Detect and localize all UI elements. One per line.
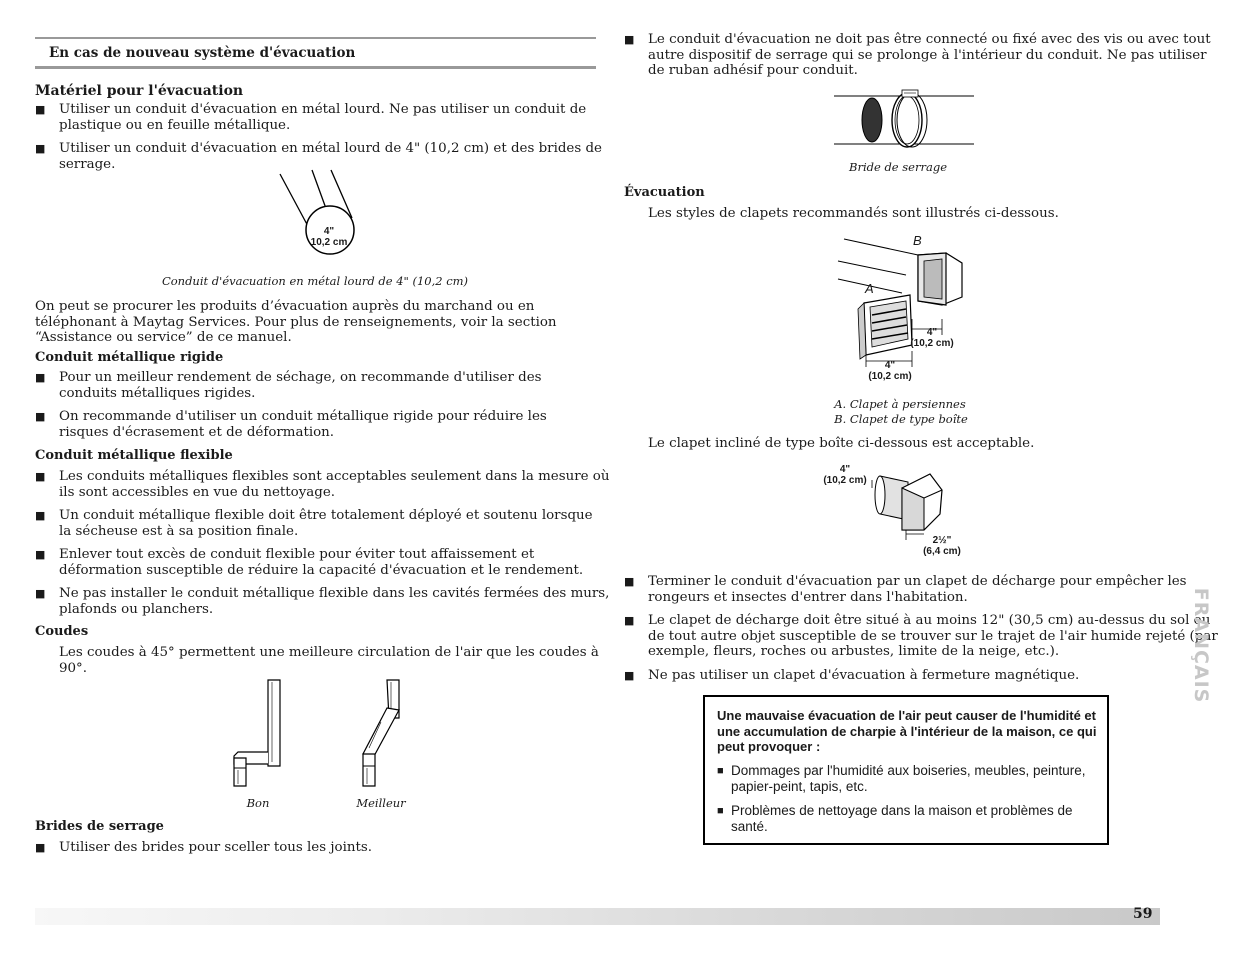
vent-caption-a: A. Clapet à persiennes (834, 397, 966, 411)
vent-caption-b: B. Clapet de type boîte (834, 412, 968, 426)
page-number: 59 (1133, 906, 1153, 922)
materiel-title: Matériel pour l'évacuation (35, 83, 244, 99)
evacuation-text: Les styles de clapets recommandés sont illustrés ci-dessous. (648, 206, 1059, 221)
clamp-caption: Bride de serrage (849, 160, 947, 174)
elbow-45-illustration (357, 678, 417, 790)
rigide-title: Conduit métallique rigide (35, 350, 224, 365)
bullet-icon: ■ (35, 587, 46, 600)
bullet-icon: ■ (624, 669, 635, 682)
right-item-1: ■ Terminer le conduit d'évacuation par un clapet de décharge pour empêcher les rongeurs et insectes d'entrer dans l'habitation. (624, 574, 1187, 605)
bullet-icon: ■ (35, 841, 46, 854)
language-side-tab: FRANÇAIS (1189, 587, 1212, 704)
angled-hood-text: Le clapet incliné de type boîte ci-dessous est acceptable. (648, 436, 1035, 451)
right-item-2: ■ Le clapet de décharge doit être situé à au moins 12" (30,5 cm) au-dessus du sol ou de tout autre objet susceptible de se trouver sur le trajet de l'air humide rejeté (par exemple, fleurs, roches ou arbustes, limite de la neige, etc.). (624, 613, 1218, 659)
bullet-icon: ■ (35, 371, 46, 384)
coudes-title: Coudes (35, 624, 89, 639)
coudes-text: Les coudes à 45° permettent une meilleure circulation de l'air que les coudes à 90°. (59, 645, 599, 676)
footer-bar (35, 908, 1160, 925)
right-top-item: ■ Le conduit d'évacuation ne doit pas être connecté ou fixé avec des vis ou avec tout autre dispositif de serrage qui se prolonge à l'intérieur du conduit. Ne pas utiliser de ruban adhésif pour conduit. (624, 32, 1211, 78)
bullet-icon: ■ (624, 614, 635, 627)
vent-b-dimension: 4" (10,2 cm) (910, 327, 954, 349)
materiel-item-1: ■ Utiliser un conduit d'évacuation en métal lourd. Ne pas utiliser un conduit de plastique ou en feuille métallique. (35, 102, 587, 133)
bullet-icon: ■ (717, 805, 724, 817)
elbow-caption-bon: Bon (246, 796, 270, 810)
flexible-item-1: ■ Les conduits métalliques flexibles sont acceptables seulement dans la mesure où ils sont accessibles en vue du nettoyage. (35, 469, 610, 500)
duct-caption: Conduit d'évacuation en métal lourd de 4" (10,2 cm) (161, 274, 469, 288)
bullet-icon: ■ (35, 470, 46, 483)
warning-item-1: ■ Dommages par l'humidité aux boiseries, meubles, peinture, papier-peint, tapis, etc. (717, 763, 1086, 794)
angled-hood-dimension-top: 4" (10,2 cm) (823, 464, 867, 486)
vent-a-dimension: 4" (10,2 cm) (868, 360, 912, 382)
intro-paragraph: On peut se procurer les produits d’évacuation auprès du marchand ou en téléphonant à Maytag Services. Pour plus de renseignements, voir la section “Assistance ou service” de ce manuel. (35, 299, 557, 345)
clamp-illustration (832, 88, 977, 150)
evacuation-title: Évacuation (624, 185, 705, 200)
flexible-item-2: ■ Un conduit métallique flexible doit être totalement déployé et soutenu lorsque la sécheuse est à sa position finale. (35, 508, 593, 539)
bullet-icon: ■ (624, 33, 635, 46)
flexible-item-4: ■ Ne pas installer le conduit métallique flexible dans les cavités fermées des murs, plafonds ou planchers. (35, 586, 610, 617)
angled-hood-dimension-bottom: 2½" (6,4 cm) (923, 535, 961, 557)
materiel-item-2: ■ Utiliser un conduit d'évacuation en métal lourd de 4" (10,2 cm) et des brides de serrage. (35, 141, 602, 172)
flexible-title: Conduit métallique flexible (35, 448, 233, 463)
bullet-icon: ■ (717, 765, 724, 777)
duct-dimension-label: 4" 10,2 cm (310, 226, 348, 248)
section-title: En cas de nouveau système d'évacuation (49, 45, 356, 61)
right-item-3: ■ Ne pas utiliser un clapet d'évacuation à fermeture magnétique. (624, 668, 1080, 683)
rigide-item-1: ■ Pour un meilleur rendement de séchage, on recommande d'utiliser des conduits métalliques rigides. (35, 370, 542, 401)
bullet-icon: ■ (624, 575, 635, 588)
section-header-bar (35, 37, 596, 70)
warning-box (703, 695, 1109, 845)
bullet-icon: ■ (35, 103, 46, 116)
rigide-item-2: ■ On recommande d'utiliser un conduit métallique rigide pour réduire les risques d'écrasement et de déformation. (35, 409, 547, 440)
elbow-90-illustration (228, 678, 298, 790)
bullet-icon: ■ (35, 410, 46, 423)
bullet-icon: ■ (35, 509, 46, 522)
flexible-item-3: ■ Enlever tout excès de conduit flexible pour éviter tout affaissement et déformation susceptible de réduire la capacité d'évacuation et le rendement. (35, 547, 584, 578)
bullet-icon: ■ (35, 548, 46, 561)
vent-label-a: A (865, 281, 874, 296)
elbow-caption-meilleur: Meilleur (356, 796, 406, 810)
brides-item-1: ■ Utiliser des brides pour sceller tous les joints. (35, 840, 372, 855)
vent-label-b: B (913, 233, 922, 248)
bullet-icon: ■ (35, 142, 46, 155)
vent-hoods-illustration (836, 235, 971, 370)
warning-title: Une mauvaise évacuation de l'air peut causer de l'humidité et une accumulation de charpie à l'intérieur de la maison, ce qui peut provoquer : (717, 708, 1097, 754)
brides-title: Brides de serrage (35, 819, 164, 834)
warning-item-2: ■ Problèmes de nettoyage dans la maison et problèmes de santé. (717, 803, 1073, 834)
